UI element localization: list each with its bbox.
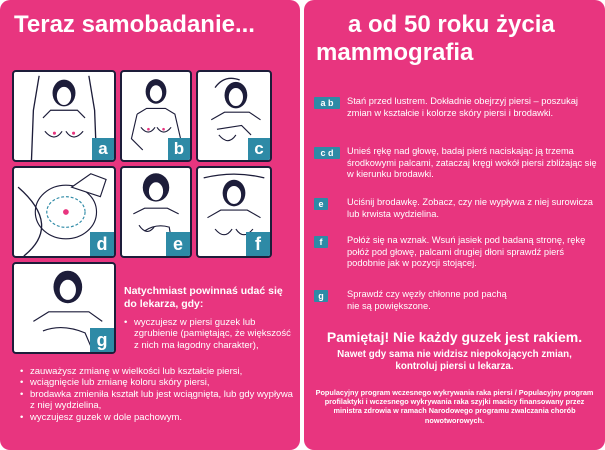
right-title-line1: a od 50 roku życia: [348, 11, 555, 38]
slogan: Pamiętaj! Nie każdy guzek jest rakiem.: [326, 329, 583, 345]
urgent-list-wide: [20, 366, 294, 423]
step-text: Uciśnij brodawkę. Zobacz, czy nie wypływa z niej surowicza lub krwista wydzielina.: [347, 197, 593, 219]
step-text: Unieś rękę nad głowę, badaj pierś naciskając ją trzema środkowymi palcami, zataczaj kręgi wokół piersi zbliżając się w kierunku brodawki.: [347, 146, 597, 179]
list-item: • wyczujesz guzek w dole pachowym.: [20, 412, 294, 423]
tile-label-f: f: [246, 232, 270, 256]
step-f: [314, 235, 598, 271]
left-panel: [0, 0, 300, 450]
slogan-sub: Nawet gdy sama nie widzisz niepokojących zmian, kontroluj piersi u lekarza.: [337, 349, 572, 372]
tile-label-a: a: [92, 138, 114, 160]
tile-label-d: d: [90, 232, 114, 256]
step-g: [314, 289, 598, 313]
tile-f: [196, 166, 272, 258]
tile-g: [12, 262, 116, 354]
step-tag: a b: [314, 97, 340, 109]
tile-label-e: e: [166, 232, 190, 256]
left-title: Teraz samobadanie...: [14, 11, 255, 38]
urgent-heading: Natychmiast powinnaś udać się do lekarza, gdy:: [124, 285, 283, 310]
step-ab: [314, 96, 598, 132]
step-tag: e: [314, 198, 328, 210]
list-item: • wciągnięcie lub zmianę koloru skóry piersi,: [20, 377, 294, 388]
tile-c: [196, 70, 272, 162]
right-panel: [304, 0, 605, 450]
list-item: • brodawka zmieniła kształt lub jest wciągnięta, lub gdy wypływa z niej wydzielina,: [20, 389, 294, 412]
step-text: Stań przed lustrem. Dokładnie obejrzyj piersi – poszukaj zmian w kształcie i kolorze skóry piersi i brodawki.: [347, 96, 578, 118]
step-text: Sprawdź czy węzły chłonne pod pachą nie są powiększone.: [347, 289, 507, 311]
step-text: Połóż się na wznak. Wsuń jasiek pod badaną stronę, rękę połóż pod głowę, palcami drugiej dłoni sprawdź pierś podobnie jak w pozycji stojącej.: [347, 235, 586, 268]
tile-label-b: b: [168, 138, 190, 160]
step-cd: [314, 146, 598, 182]
tile-d: [12, 166, 116, 258]
tile-a: [12, 70, 116, 162]
tile-b: [120, 70, 192, 162]
right-title-line2: mammografia: [316, 39, 474, 66]
list-item: • wyczujesz w piersi guzek lub zgrubienie (pamiętając, że większość z nich ma łagodny charakter),: [124, 317, 292, 351]
tile-e: [120, 166, 192, 258]
step-e: [314, 197, 598, 221]
tile-label-c: c: [248, 138, 270, 160]
footer-note: Populacyjny program wczesnego wykrywania raka piersi / Populacyjny program profilaktyki i wczesnego wykrywania raka szyjki macicy finansowany przez ministra zdrowia w ramach Narodowego programu zwalczania chorób nowotworowych.: [315, 388, 594, 425]
step-tag: f: [314, 236, 328, 248]
step-tag: c d: [314, 147, 340, 159]
list-item: • zauważysz zmianę w wielkości lub kształcie piersi,: [20, 366, 294, 377]
step-tag: g: [314, 290, 328, 302]
urgent-list-narrow: [124, 317, 292, 351]
tile-label-g: g: [90, 328, 114, 352]
